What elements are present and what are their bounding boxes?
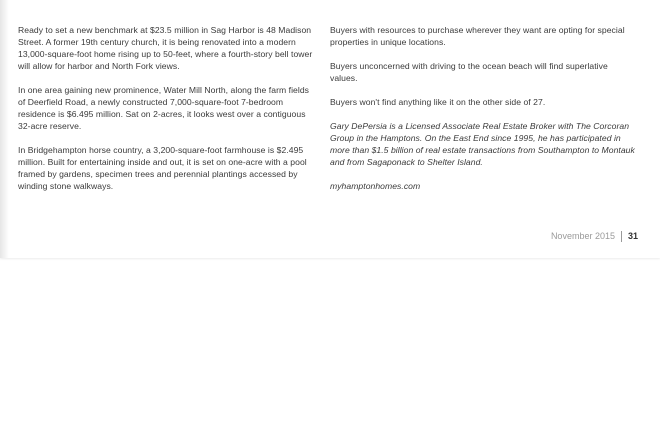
- paragraph-buyers-resources: Buyers with resources to purchase wherever they want are opting for special properties in unique locations.: [330, 25, 625, 47]
- author-bio: Gary DePersia is a Licensed Associate Real Estate Broker with The Corcoran Group in the Hamptons. On the East End since 1995, he has participated in more than $1.5 billion of real estate transactions from Southampton to Montauk and from Sagaponack to Shelter Island.: [330, 121, 635, 167]
- left-column: [18, 24, 318, 204]
- right-column: [330, 24, 636, 204]
- page-gutter-shadow: [0, 0, 9, 258]
- website-link[interactable]: myhamptonhomes.com: [330, 181, 421, 191]
- paragraph-sag-harbor: Ready to set a new benchmark at $23.5 million in Sag Harbor is 48 Madison Street. A former 19th century church, it is being renovated into a modern 13,000-square-foot home rising up to 50-feet, where a fourth-story bell tower will allow for harbor and North Fork views.: [18, 25, 313, 71]
- paragraph-buyers-ocean: Buyers unconcerned with driving to the ocean beach will find superlative values.: [330, 61, 608, 83]
- page-footer: [551, 230, 638, 242]
- footer-divider: [621, 231, 622, 242]
- paragraph-bridgehampton: In Bridgehampton horse country, a 3,200-square-foot farmhouse is $2.495 million. Built for entertaining inside and out, it is set on one-acre with a pool framed by gardens, specimen trees and perennial plantings accessed by winding stone walkways.: [18, 145, 307, 191]
- page-number: 31: [627, 231, 638, 241]
- issue-date: November 2015: [550, 231, 615, 241]
- paragraph-buyers-27: Buyers won't find anything like it on the other side of 27.: [330, 97, 546, 107]
- paragraph-water-mill: In one area gaining new prominence, Water Mill North, along the farm fields of Deerfield Road, a newly constructed 7,000-square-foot 7-bedroom residence is $6.495 million. Sat on 2-acres, it looks west over a contiguous 32-acre reserve.: [18, 85, 309, 131]
